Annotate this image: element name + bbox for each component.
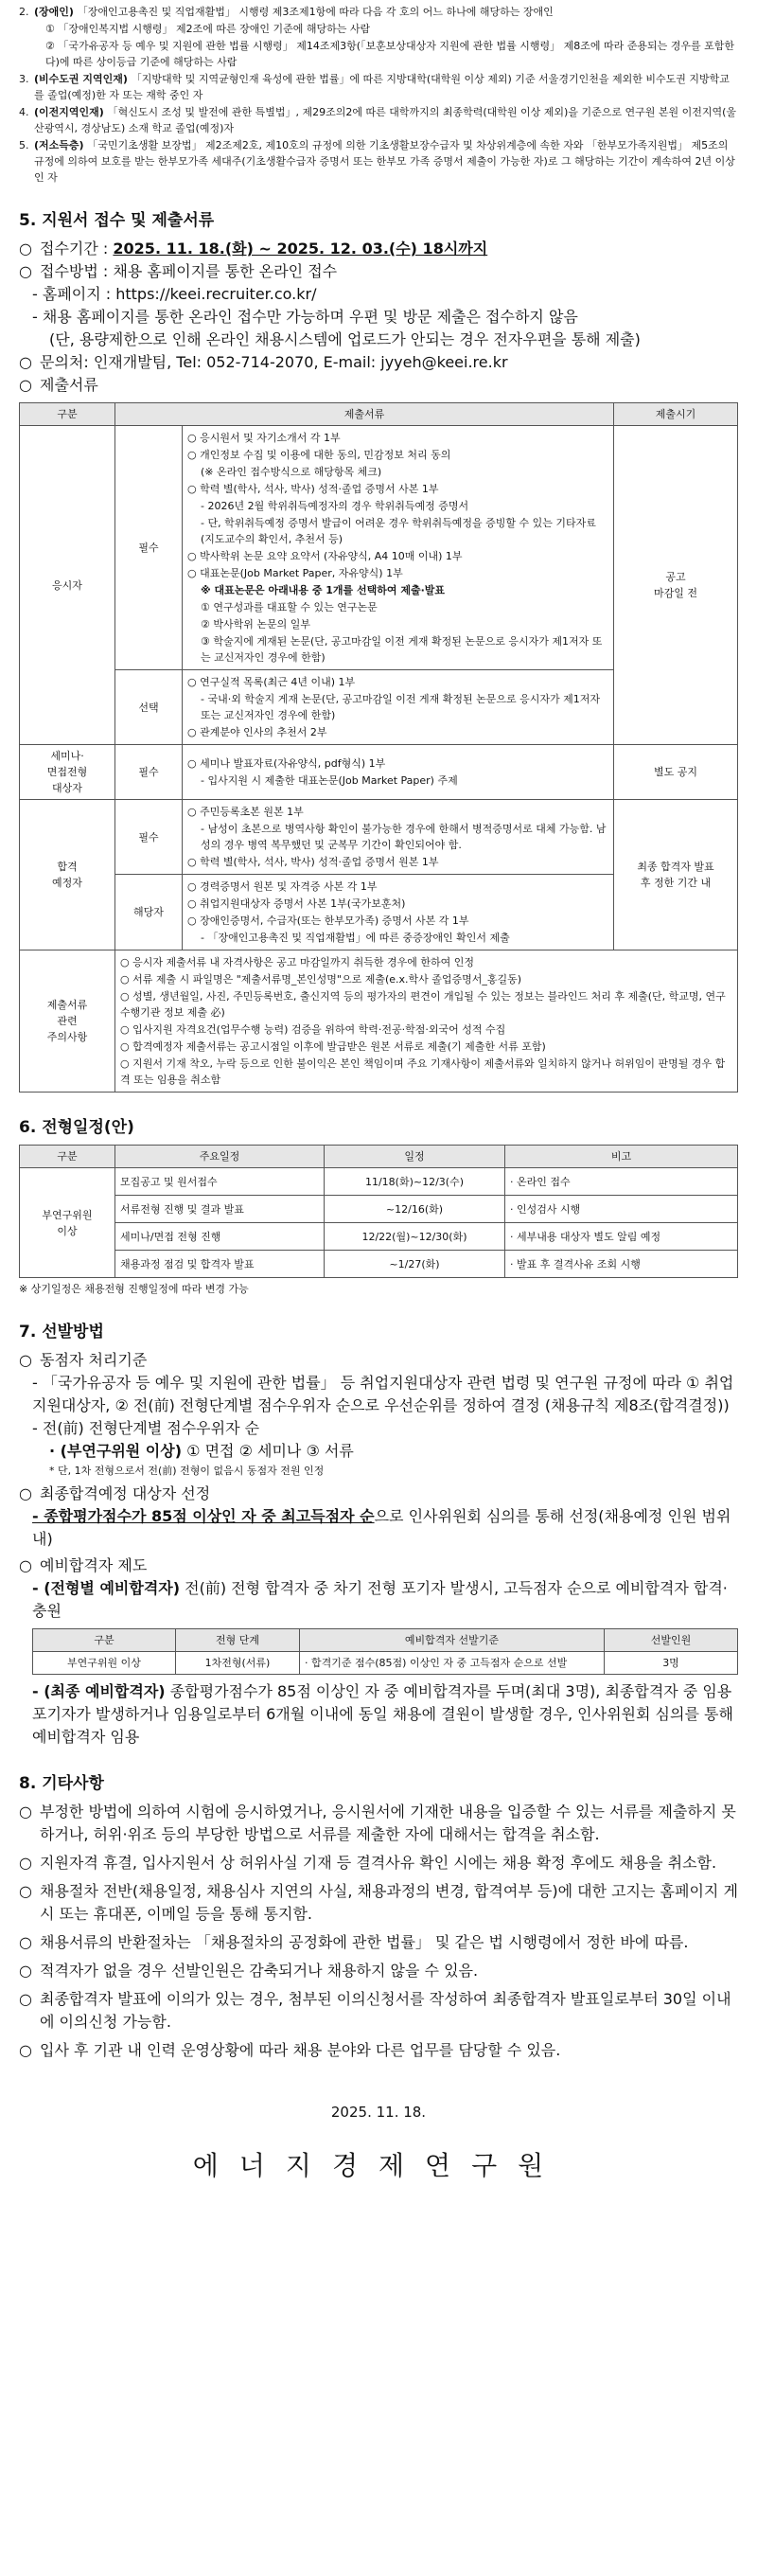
applicant-label: 응시자 [20, 426, 115, 745]
caution-list [115, 950, 738, 1093]
document-item: ※ 대표논문은 아래내용 중 1개를 선택하여 제출·발표 [201, 584, 446, 596]
bullet-circle-icon: ○ [19, 2041, 32, 2059]
document-item: ○ 취업지원대상자 증명서 사본 1부(국가보훈처) [187, 897, 406, 910]
seminar-docs [183, 745, 614, 800]
period-line: ○ 접수기간 : 2025. 11. 18.(화) ~ 2025. 12. 03.(수) 18시까지 [19, 240, 488, 258]
bullet-circle-icon: ○ [19, 1990, 32, 2008]
schedule-note: ※ 상기일정은 채용전형 진행일정에 따라 변경 가능 [19, 1283, 249, 1295]
reserve-title: 예비합격자 제도 [40, 1556, 148, 1574]
bullet-circle-icon: ○ [19, 1933, 32, 1951]
etc-item: ○ 적격자가 없을 경우 선발인원은 감축되거나 채용하지 않을 수 있음. [19, 1960, 738, 1982]
etc-item: ○ 채용절차 전반(채용일정, 채용심사 지연의 사실, 채용과정의 변경, 합격여부 등)에 대한 고지는 홈페이지 게시 또는 휴대폰, 이메일 등을 통해 통지함. [19, 1880, 738, 1926]
etc-item: ○ 최종합격자 발표에 이의가 있는 경우, 첨부된 이의신청서를 작성하여 최종합격자 발표일로부터 30일 이내에 이의신청 가능함. [19, 1988, 738, 2034]
document-item: ○ 장애인증명서, 수급자(또는 한부모가족) 증명서 사본 각 1부 [187, 915, 469, 927]
preference-item: 5. (저소득층) 「국민기초생활 보장법」 제2조제2호, 제10호의 규정에 의한 기초생활보장수급자 및 차상위계층에 속한 자와 「한부모가족지원법」 제5조의 규정에 의하여 보호를 받는 한부모가족 세대주(기초생활수급자 증명서 또는 한부모 가족 증명서 제출이 가능한 자)로 그 해당하는 기간이 계속하여 2년 이상인 자 [19, 139, 735, 184]
finalist-required-docs [183, 800, 614, 875]
reserve-table: 구분 전형 단계 예비합격자 선발기준 선발인원 부연구위원 이상 1차전형(서류) · 합격기준 점수(85점) 이상인 자 중 고득점자 순으로 선발 3명 [32, 1628, 738, 1675]
etc-item: ○ 지원자격 휴결, 입사지원서 상 허위사실 기재 등 결격사유 확인 시에는 채용 확정 후에도 채용을 취소함. [19, 1852, 738, 1874]
preference-item: 3. (비수도권 지역인재) 「지방대학 및 지역균형인재 육성에 관한 법률」에 따른 지방대학(대학원 이상 제외) 기준 서울경기인천을 제외한 비수도권 지방학교를 졸업(예정)한 자 또는 재학 중인 자 [19, 73, 730, 101]
document-page: 2. (장애인) 「장애인고용촉진 및 직업재활법」 시행령 제3조제1항에 따라 다음 각 호의 어느 하나에 해당하는 장애인 ① 「장애인복지법 시행령」 제2조에 따른 장애인 기준에 해당하는 사람 ② 「국가유공자 등 예우 및 지원에 관한 법률 시행령」 제14조제3항(「보훈보상대상자 지원에 관한 법률 시행령」 제8조에 따라 준용되는 경우를 포함한다)에 따른 상이등급 기준에 해당하는 사람 3. (비수도권 지역인재) 「지방대학 및 지역균형인재 육성에 관한 법률」에 따른 지방대학(대학원 이상 제외) 기준 서울경기인천을 제외한 비수도권 지방학교를 졸업(예정)한 자 또는 재학 중인 자 4. (이전지역인재) 「혁신도시 조성 및 발전에 관한 특별법」, 제29조의2에 따른 대학까지의 최종학력(대학원 이상 제외)을 기준으로 연구원 본원 이전지역(울산광역시, 경상남도) 소재 학교 졸업(예정)자 5. (저소득층) 「국민기초생활 보장법」 제2조제2호, 제10호의 규정에 의한 기초생활보장수급자 및 차상위계층에 속한 자와 「한부모가족지원법」 제5조의 규정에 의하여 보호를 받는 한부모가족 세대주(기초생활수급자 증명서 또는 한부모 가족 증명서 제출이 가능한 자)로 그 해당하는 기간이 계속하여 2년 이상인 자 5. 지원서 접수 및 제출서류 ○ 접수기간 : 2025. 11. 18.(화) ~ 2025. 12. 03.(수) 18시까지 ○ 접수방법 : 채용 홈페이지를 통한 온라인 접수 - 홈페이지 : https://keei.recruiter.co.kr/ - 채용 홈페이지를 통한 온라인 접수만 가능하며 우편 및 방문 제출은 접수하지 않음 (단, 용량제한으로 인해 온라인 채용시스템에 업로드가 안되는 경우 전자우편을 통해 제출) ○ 문의처: 인재개발팀, Tel: 052-714-2070, E-mail: jyyeh@keei.re.kr ○ 제출서류 구분 제출서류 제출시기 응시자 필수 ○ 응시원서 및 자기소개서 각 1부 ○ 개인정보 수집 및 이용에 대한 동의, 민감정보 처리 동의 (※ 온라인 접수방식으로 해당항목 체크) ○ 학력 별(학사, 석사, 박사) 성적·졸업 증명서 사본 1부 - 2026년 2월 학위취득예정자의 경우 학위취득예정 증명서 - 단, 학위취득예정 증명서 발급이 어려운 경우 학위취득예정을 증빙할 수 있는 기타자료(지도교수의 확인서, 추천서 등) ○ 박사학위 논문 요약 요약서 (자유양식, A4 10매 이내) 1부 ○ 대표논문(Job Market Paper, 자유양식) 1부 ※ 대표논문은 아래내용 중 1개를 선택하여 제출·발표 ① 연구성과를 대표할 수 있는 연구논문 ② 박사학위 논문의 일부 ③ 학술지에 게재된 논문(단, 공고마감일 이전 게재 확정된 논문으로 응시자가 제1저자 또는 교신저자인 경우에 한함) 공고 마감일 전 선택 ○ 연구실적 목록(최근 4년 이내) 1부 - 국내·외 학술지 게재 논문(단, 공고마감일 이전 게재 확정된 논문으로 응시자가 제1저자 또는 교신저자인 경우에 한함) ○ 관계분야 인사의 추천서 2부 세미나· 면접전형 대상자 필수 ○ 세미나 발표자료(자유양식, pdf형식) 1부 - 입사지원 시 제출한 대표논문(Job Market Paper) 주제 별도 공지 합격 예정자 필수 ○ 주민등록초본 원본 1부 - 남성이 초본으로 병역사항 확인이 불가능한 경우에 한해서 병적증명서로 대체 가능함. 남성의 경우 병역 복무했던 및 군복무 기간이 확인되어야 함. ○ 학력 별(학사, 석사, 박사) 성적·졸업 증명서 원본 1부 최종 합격자 발표 후 정한 기간 내 해당자 ○ 경력증명서 원본 및 자격증 사본 각 1부 ○ 취업지원대상자 증명서 사본 1부(국가보훈처) ○ 장애인증명서, 수급자(또는 한부모가족) 증명서 사본 각 1부 - 「장애인고용촉진 및 직업재활법」에 따른 중증장애인 확인서 제출 제출서류 관련 주의사항 ○ 응시자 제출서류 내 자격사항은 공고 마감일까지 취득한 경우에 한하여 인정 ○ 서류 제출 시 파일명은 "제출서류명_본인성명"으로 제출(e.x.학사 졸업증명서_홍길동) ○ 성별, 생년월일, 사진, 주민등록번호, 출신지역 등의 평가자의 편견이 개입될 수 있는 정보는 블라인드 처리 후 제출(단, 학교명, 연구수행기관 정보 제출 必) ○ 입사지원 자격요건(업무수행 능력) 검증을 위하여 학력·전공·학점·외국어 성적 수집 ○ 합격예정자 제출서류는 공고시점일 이후에 발급받은 원본 서류로 제출(기 제출한 서류 포함) ○ 지원서 기재 착오, 누락 등으로 인한 불이익은 본인 책임이며 주요 기재사항이 제출서류와 일치하지 않거나 허위임이 판명될 경우 합격 또는 임용을 취소함 6. 전형일정(안) 구분 주요일정 일정 비고 부연구위원 이상 모집공고 및 원서접수 11/18(화)~12/3(수) · 온라인 접수 서류전형 진행 및 결과 발표 ~12/16(화) · 인성검사 시행 세미나/면접 전형 진행 12/22(월)~12/30(화) · 세부내용 대상자 별도 알림 예정 채용과정 점검 및 합격자 발표 ~1/27(화) · 발표 후 결격사유 조회 시행 ※ 상기일정은 채용전형 진행일정에 따라 변경 가능 7. 선발방법 ○ 동점자 처리기준 - 「국가유공자 등 예우 및 지원에 관한 법률」 등 취업지원대상자 관련 법령 및 연구원 규정에 따라 ① 취업지원대상자, ② 전(前) 전형단계별 점수우위자 순으로 우선순위를 정하여 결정 (채용규칙 제8조(합격결정)) - 전(前) 전형단계별 점수우위자 순 · (부연구위원 이상) ① 면접 ② 세미나 ③ 서류 * 단, 1차 전형으로서 전(前) 전형이 없음시 동점자 전원 인정 ○ 최종합격예정 대상자 선정 - 종합평가점수가 85점 이상인 자 중 최고득점자 순으로 인사위원회 심의를 통해 선정(채용예정 인원 범위 내) ○ 예비합격자 제도 - (전형별 예비합격자) 전(前) 전형 합격자 중 차기 전형 포기자 발생시, 고득점자 순으로 예비합격자 합격·충원 구분 전형 단계 예비합격자 선발기준 선발인원 부연구위원 이상 1차전형(서류) · 합격기준 점수(85점) 이상인 자 중 고득점자 순으로 선발 3명 - (최종 예비합격자) 종합평가점수가 85점 이상인 자 중 예비합격자를 두며(최대 3명), 최종합격자 중 임용포기자가 발생하거나 임용일로부터 6개월 이내에 동일 채용에 결원이 발생할 경우, 인사위원회 심의를 통해 예비합격자 임용 8. 기타사항 ○ 부정한 방법에 의하여 시험에 응시하였거나, 응시원서에 기재한 내용을 입증할 수 있는 서류를 제출하지 못하거나, 허위·위조 등의 부당한 방법으로 서류를 제출한 자에 대해서는 합격을 취소함. ○ 지원자격 휴결, 입사지원서 상 허위사실 기재 등 결격사유 확인 시에는 채용 확정 후에도 채용을 취소함. ○ 채용절차 전반(채용일정, 채용심사 지연의 사실, 채용과정의 변경, 합격여부 등)에 대한 고지는 홈페이지 게시 또는 휴대폰, 이메일 등을 통해 통지함. ○ 채용서류의 반환절차는 「채용절차의 공정화에 관한 법률」 및 같은 법 시행령에서 정한 바에 따름. ○ 적격자가 없을 경우 선발인원은 감축되거나 채용하지 않을 수 있음. ○ 최종합격자 발표에 이의가 있는 경우, 첨부된 이의신청서를 작성하여 최종합격자 발표일로부터 30일 이내에 이의신청 가능함. ○ 입사 후 기관 내 인력 운영상황에 따라 채용 분야와 다른 업무를 담당할 수 있음. 2025. 11. 18. 에너지경제연구원 [19, 0, 738, 2183]
preference-item: 4. (이전지역인재) 「혁신도시 조성 및 발전에 관한 특별법」, 제29조의2에 따른 대학까지의 최종학력(대학원 이상 제외)을 기준으로 연구원 본원 이전지역(울산광역시, 경상남도) 소재 학교 졸업(예정)자 [19, 106, 737, 134]
period-value: 2025. 11. 18.(화) ~ 2025. 12. 03.(수) 18시까지 [113, 240, 488, 258]
document-item: ○ 대표논문(Job Market Paper, 자유양식) 1부 [187, 567, 403, 579]
preference-list [19, 0, 738, 186]
document-item: ③ 학술지에 게재된 논문(단, 공고마감일 이전 게재 확정된 논문으로 응시자가 제1저자 또는 교신저자인 경우에 한함) [201, 635, 603, 664]
document-item: ○ 학력 별(학사, 석사, 박사) 성적·졸업 증명서 원본 1부 [187, 856, 439, 868]
documents-table: 구분 제출서류 제출시기 응시자 필수 ○ 응시원서 및 자기소개서 각 1부 ○ 개인정보 수집 및 이용에 대한 동의, 민감정보 처리 동의 (※ 온라인 접수방식으로 해당항목 체크) ○ 학력 별(학사, 석사, 박사) 성적·졸업 증명서 사본 1부 - 2026년 2월 학위취득예정자의 경우 학위취득예정 증명서 - 단, 학위취득예정 증명서 발급이 어려운 경우 학위취득예정을 증빙할 수 있는 기타자료(지도교수의 확인서, 추천서 등) ○ 박사학위 논문 요약 요약서 (자유양식, A4 10매 이내) 1부 ○ 대표논문(Job Market Paper, 자유양식) 1부 ※ 대표논문은 아래내용 중 1개를 선택하여 제출·발표 ① 연구성과를 대표할 수 있는 연구논문 ② 박사학위 논문의 일부 ③ 학술지에 게재된 논문(단, 공고마감일 이전 게재 확정된 논문으로 응시자가 제1저자 또는 교신저자인 경우에 한함) 공고 마감일 전 선택 ○ 연구실적 목록(최근 4년 이내) 1부 - 국내·외 학술지 게재 논문(단, 공고마감일 이전 게재 확정된 논문으로 응시자가 제1저자 또는 교신저자인 경우에 한함) ○ 관계분야 인사의 추천서 2부 세미나· 면접전형 대상자 필수 ○ 세미나 발표자료(자유양식, pdf형식) 1부 - 입사지원 시 제출한 대표논문(Job Market Paper) 주제 별도 공지 합격 예정자 필수 ○ 주민등록초본 원본 1부 - 남성이 초본으로 병역사항 확인이 불가능한 경우에 한해서 병적증명서로 대체 가능함. 남성의 경우 병역 복무했던 및 군복무 기간이 확인되어야 함. ○ 학력 별(학사, 석사, 박사) 성적·졸업 증명서 원본 1부 최종 합격자 발표 후 정한 기간 내 해당자 ○ 경력증명서 원본 및 자격증 사본 각 1부 ○ 취업지원대상자 증명서 사본 1부(국가보훈처) ○ 장애인증명서, 수급자(또는 한부모가족) 증명서 사본 각 1부 - 「장애인고용촉진 및 직업재활법」에 따른 중증장애인 확인서 제출 제출서류 관련 주의사항 ○ 응시자 제출서류 내 자격사항은 공고 마감일까지 취득한 경우에 한하여 인정 ○ 서류 제출 시 파일명은 "제출서류명_본인성명"으로 제출(e.x.학사 졸업증명서_홍길동) ○ 성별, 생년월일, 사진, 주민등록번호, 출신지역 등의 평가자의 편견이 개입될 수 있는 정보는 블라인드 처리 후 제출(단, 학교명, 연구수행기관 정보 제출 必) ○ 입사지원 자격요건(업무수행 능력) 검증을 위하여 학력·전공·학점·외국어 성적 수집 ○ 합격예정자 제출서류는 공고시점일 이후에 발급받은 원본 서류로 제출(기 제출한 서류 포함) ○ 지원서 기재 착오, 누락 등으로 인한 불이익은 본인 책임이며 주요 기재사항이 제출서류와 일치하지 않거나 허위임이 판명될 경우 합격 또는 임용을 취소함 [19, 402, 738, 1093]
organization-name: 에너지경제연구원 [192, 2150, 565, 2181]
section7-title: 7. 선발방법 [19, 1323, 104, 1341]
etc-item: ○ 부정한 방법에 의하여 시험에 응시하였거나, 응시원서에 기재한 내용을 입증할 수 있는 서류를 제출하지 못하거나, 허위·위조 등의 부당한 방법으로 서류를 제출한 자에 대해서는 합격을 취소함. [19, 1801, 738, 1846]
section8-title: 8. 기타사항 [19, 1774, 104, 1793]
document-item: ○ 응시원서 및 자기소개서 각 1부 [187, 432, 341, 444]
submission-note: - 채용 홈페이지를 통한 온라인 접수만 가능하며 우편 및 방문 제출은 접수하지 않음 [32, 308, 578, 326]
document-item: (※ 온라인 접수방식으로 해당항목 체크) [201, 466, 382, 478]
section5-title: 5. 지원서 접수 및 제출서류 [19, 211, 215, 230]
document-item: ○ 개인정보 수집 및 이용에 대한 동의, 민감정보 처리 동의 [187, 449, 451, 461]
applicant-optional-docs [183, 670, 614, 745]
submission-note-2: (단, 용량제한으로 인해 온라인 채용시스템에 업로드가 안되는 경우 전자우편을 통해 제출) [49, 330, 641, 348]
document-item: ② 박사학위 논문의 일부 [201, 618, 310, 631]
etc-item: ○ 채용서류의 반환절차는 「채용절차의 공정화에 관한 법률」 및 같은 법 시행령에서 정한 바에 따름. [19, 1931, 738, 1954]
docs-label: ○ 제출서류 [19, 376, 98, 394]
document-item: - 국내·외 학술지 게재 논문(단, 공고마감일 이전 게재 확정된 논문으로 응시자가 제1저자 또는 교신저자인 경우에 한함) [201, 693, 600, 721]
document-item: - 입사지원 시 제출한 대표논문(Job Market Paper) 주제 [201, 774, 458, 787]
document-item: ○ 지원서 기재 착오, 누락 등으로 인한 불이익은 본인 책임이며 주요 기재사항이 제출서류와 일치하지 않거나 허위임이 판명될 경우 합격 또는 임용을 취소함 [120, 1057, 726, 1086]
finalist-applicable-docs [183, 875, 614, 950]
contact-line: ○ 문의처: 인재개발팀, Tel: 052-714-2070, E-mail: jyyeh@keei.re.kr [19, 353, 508, 371]
document-item: ○ 학력 별(학사, 석사, 박사) 성적·졸업 증명서 사본 1부 [187, 483, 439, 495]
etc-list [19, 1801, 738, 2062]
document-item: ○ 주민등록초본 원본 1부 [187, 806, 304, 818]
preference-item: ② 「국가유공자 등 예우 및 지원에 관한 법률 시행령」 제14조제3항(「보훈보상대상자 지원에 관한 법률 시행령」 제8조에 따라 준용되는 경우를 포함한다)에 따른 상이등급 기준에 해당하는 사람 [45, 40, 735, 68]
schedule-table: 구분 주요일정 일정 비고 부연구위원 이상 모집공고 및 원서접수 11/18(화)~12/3(수) · 온라인 접수 서류전형 진행 및 결과 발표 ~12/16(화) · 인성검사 시행 세미나/면접 전형 진행 12/22(월)~12/30(화) · 세부내용 대상자 별도 알림 예정 채용과정 점검 및 합격자 발표 ~1/27(화) · 발표 후 결격사유 조회 시행 [19, 1145, 738, 1278]
document-item: ○ 응시자 제출서류 내 자격사항은 공고 마감일까지 취득한 경우에 한하여 인정 [120, 956, 474, 968]
document-item: ○ 세미나 발표자료(자유양식, pdf형식) 1부 [187, 757, 386, 770]
preference-item: 2. (장애인) 「장애인고용촉진 및 직업재활법」 시행령 제3조제1항에 따라 다음 각 호의 어느 하나에 해당하는 장애인 [19, 6, 554, 18]
footer-date: 2025. 11. 18. [330, 2104, 427, 2121]
homepage-line: - 홈페이지 : https://keei.recruiter.co.kr/ [32, 285, 317, 303]
tie-title: 동점자 처리기준 [40, 1351, 148, 1369]
document-item: ○ 합격예정자 제출서류는 공고시점일 이후에 발급받은 원본 서류로 제출(기 제출한 서류 포함) [120, 1040, 546, 1053]
document-item: ○ 입사지원 자격요건(업무수행 능력) 검증을 위하여 학력·전공·학점·외국어 성적 수집 [120, 1023, 506, 1036]
method-line: ○ 접수방법 : 채용 홈페이지를 통한 온라인 접수 [19, 262, 338, 280]
final-title: 최종합격예정 대상자 선정 [40, 1484, 211, 1502]
etc-item: ○ 입사 후 기관 내 인력 운영상황에 따라 채용 분야와 다른 업무를 담당할 수 있음. [19, 2039, 738, 2062]
document-item: ① 연구성과를 대표할 수 있는 연구논문 [201, 601, 378, 613]
document-item: ○ 연구실적 목록(최근 4년 이내) 1부 [187, 676, 356, 688]
bullet-circle-icon: ○ [19, 1882, 32, 1900]
document-item: ○ 경력증명서 원본 및 자격증 사본 각 1부 [187, 880, 378, 893]
document-item: - 단, 학위취득예정 증명서 발급이 어려운 경우 학위취득예정을 증빙할 수 있는 기타자료(지도교수의 확인서, 추천서 등) [201, 517, 596, 545]
document-item: - 남성이 초본으로 병역사항 확인이 불가능한 경우에 한해서 병적증명서로 대체 가능함. 남성의 경우 병역 복무했던 및 군복무 기간이 확인되어야 함. [201, 823, 607, 851]
document-item: ○ 관계분야 인사의 추천서 2부 [187, 726, 327, 738]
document-item: ○ 박사학위 논문 요약 요약서 (자유양식, A4 10매 이내) 1부 [187, 550, 463, 562]
document-item: ○ 서류 제출 시 파일명은 "제출서류명_본인성명"으로 제출(e.x.학사 졸업증명서_홍길동) [120, 973, 522, 986]
bullet-circle-icon: ○ [19, 1962, 32, 1980]
preference-item: ① 「장애인복지법 시행령」 제2조에 따른 장애인 기준에 해당하는 사람 [45, 23, 371, 35]
document-item: - 2026년 2월 학위취득예정자의 경우 학위취득예정 증명서 [201, 500, 469, 512]
document-item: - 「장애인고용촉진 및 직업재활법」에 따른 중증장애인 확인서 제출 [201, 932, 510, 944]
bullet-circle-icon: ○ [19, 1854, 32, 1872]
section6-title: 6. 전형일정(안) [19, 1118, 134, 1137]
bullet-circle-icon: ○ [19, 1803, 32, 1821]
applicant-required-docs [183, 426, 614, 670]
document-item: ○ 성별, 생년월일, 사진, 주민등록번호, 출신지역 등의 평가자의 편견이 개입될 수 있는 정보는 블라인드 처리 후 제출(단, 학교명, 연구수행기관 정보 제출 必) [120, 990, 726, 1019]
